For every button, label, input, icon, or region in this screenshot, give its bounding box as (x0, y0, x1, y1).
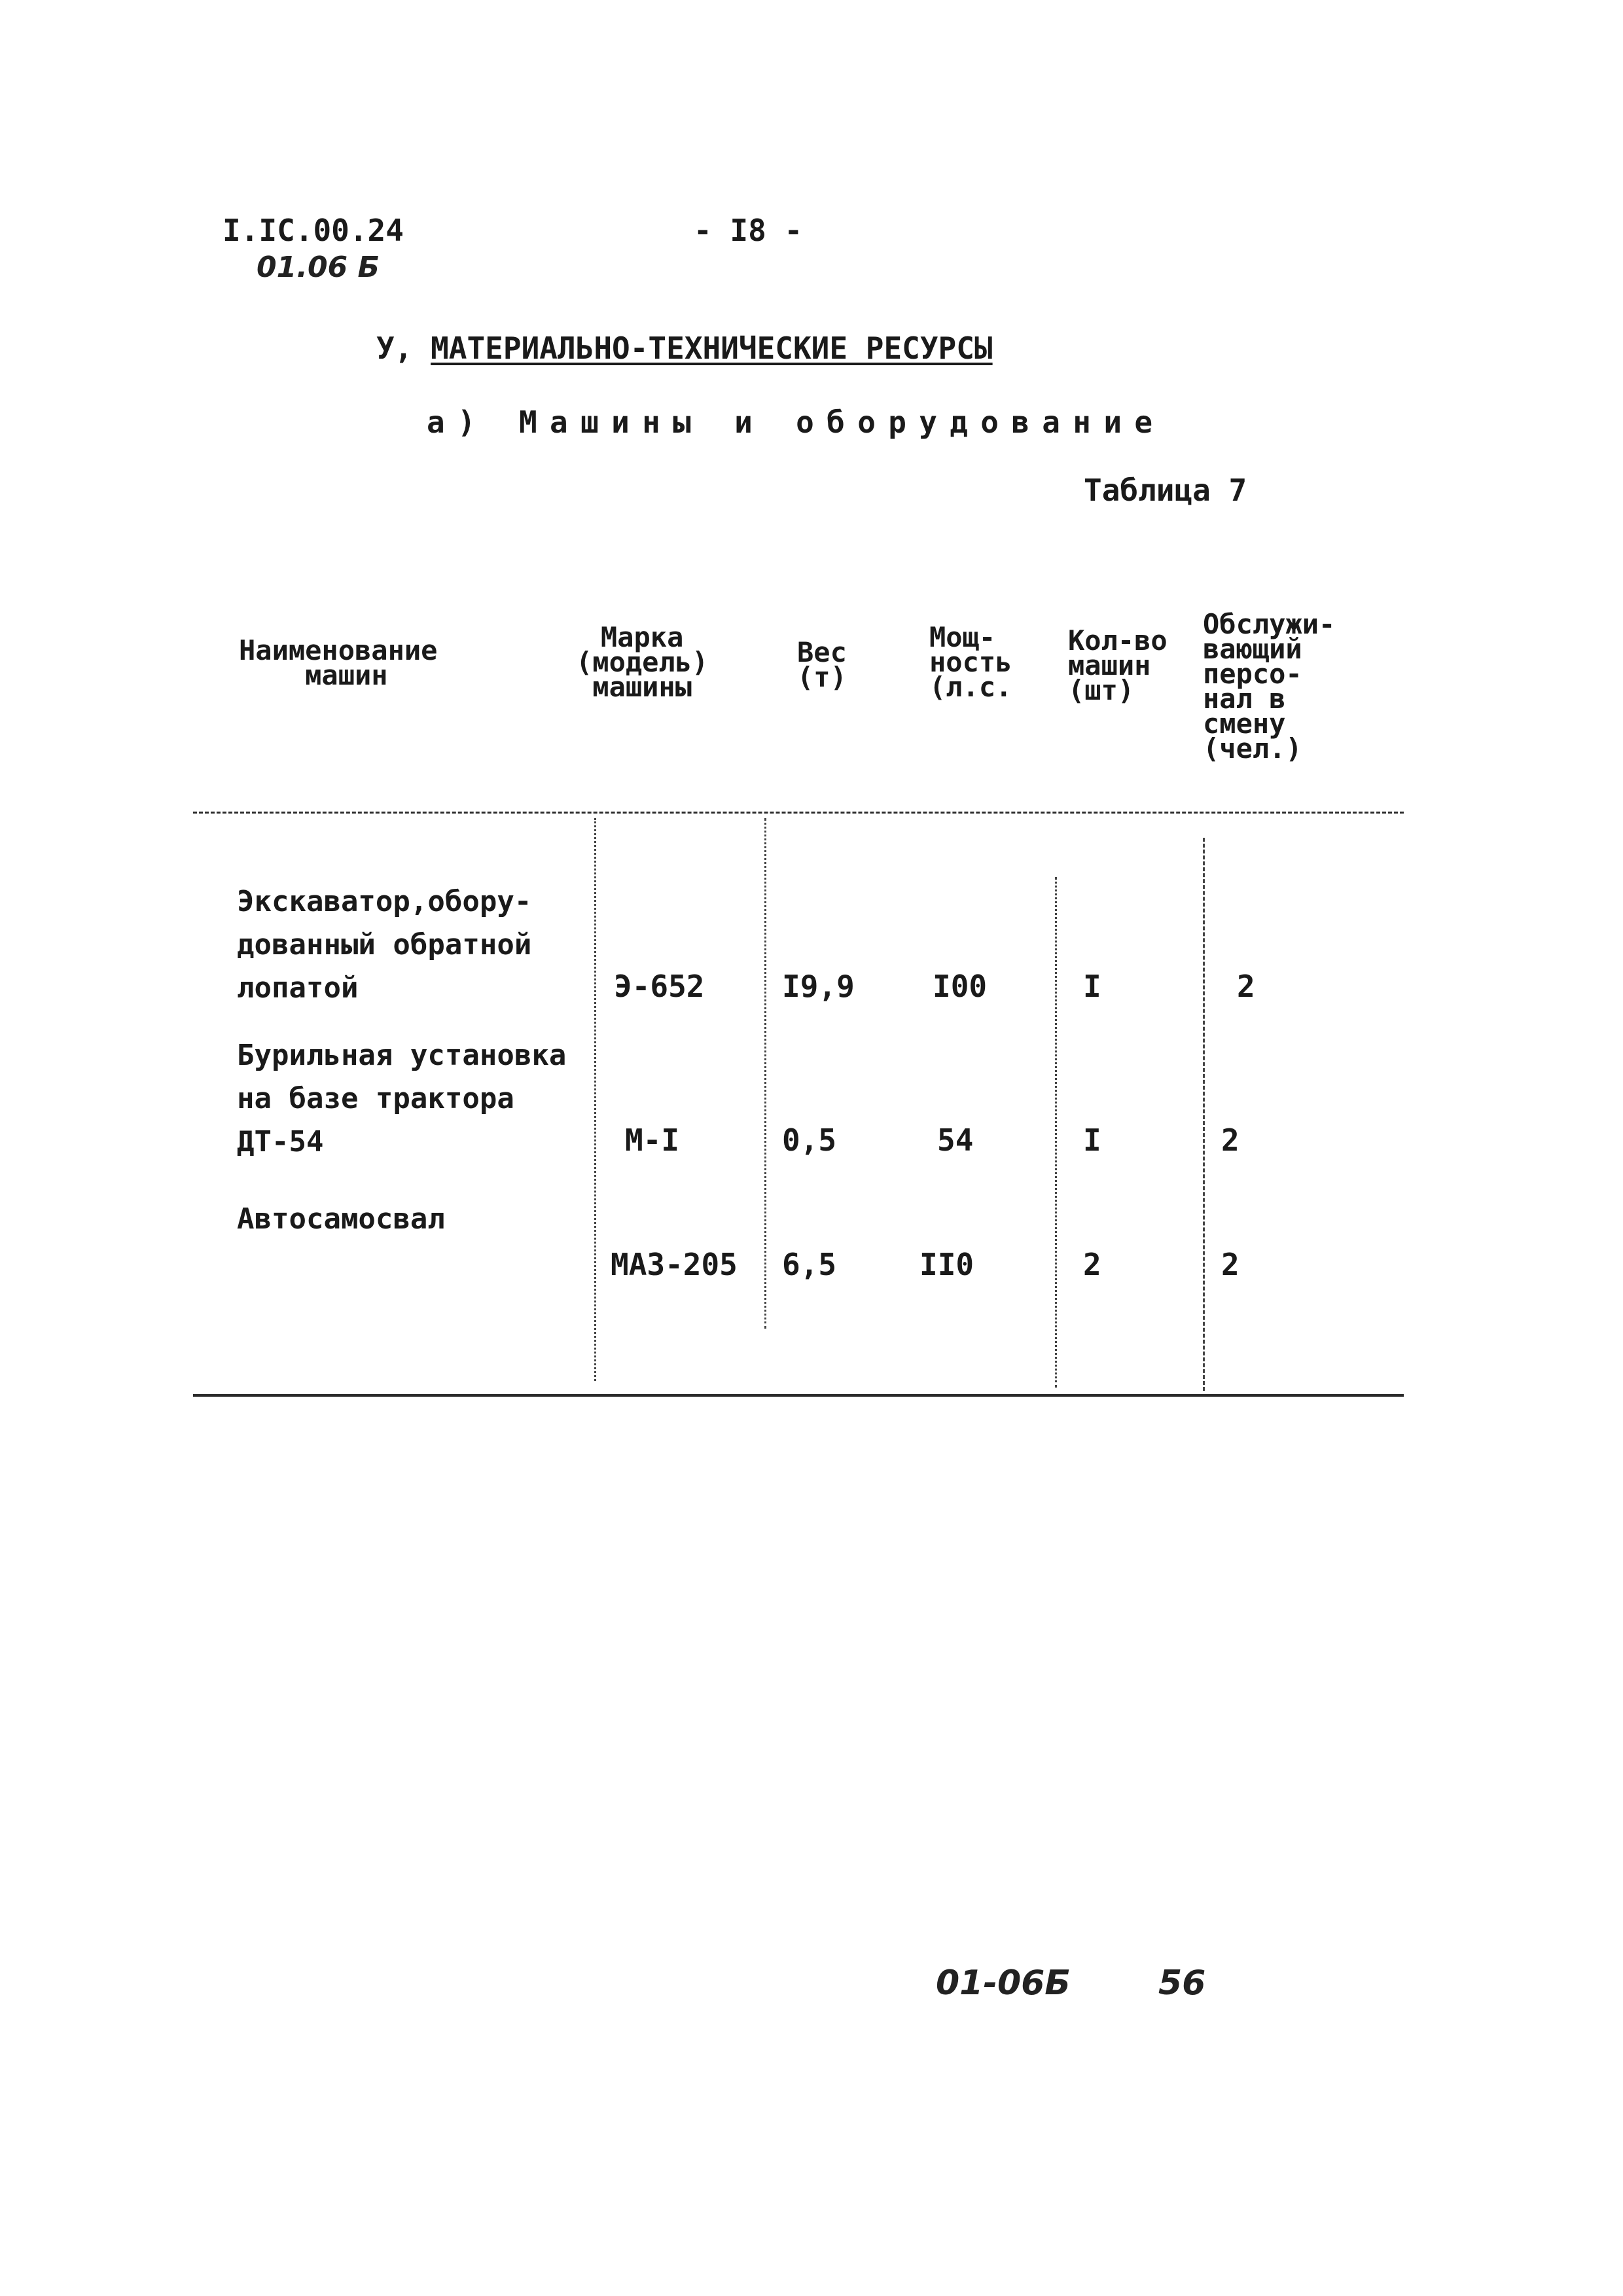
table-bottom-rule (193, 1394, 1404, 1397)
document-code: I.IC.00.24 (223, 213, 404, 248)
handwritten-footer-doc: 01-06Б (936, 1964, 1071, 2003)
column-header-staff: Обслужи- вающий персо- нал в смену (чел.) (1203, 608, 1336, 764)
cell-count: I (1083, 1122, 1101, 1158)
cell-staff: 2 (1221, 1247, 1240, 1282)
section-heading (376, 331, 993, 366)
cell-staff: 2 (1221, 1122, 1240, 1158)
column-divider (764, 818, 766, 1329)
cell-power: 54 (937, 1122, 974, 1158)
column-header-power: Мощ- ность (л.с. (929, 621, 1012, 703)
cell-model: М-I (625, 1122, 680, 1158)
table-caption: Таблица 7 (1084, 473, 1247, 508)
cell-model: Э-652 (614, 969, 705, 1004)
column-header-name: Наименование машин (239, 634, 438, 691)
column-divider (1055, 877, 1057, 1388)
cell-power: II0 (919, 1247, 974, 1282)
column-header-model: Марка (модель) машины (576, 621, 709, 703)
column-header-weight: Вес (т) (797, 636, 847, 693)
cell-power: I00 (933, 969, 988, 1004)
cell-count: 2 (1083, 1247, 1101, 1282)
page-number: - I8 - (694, 213, 803, 248)
handwritten-footer-page: 56 (1158, 1964, 1206, 2003)
cell-weight: I9,9 (782, 969, 855, 1004)
column-divider (594, 818, 596, 1381)
cell-staff: 2 (1237, 969, 1255, 1004)
column-divider (1203, 838, 1205, 1391)
cell-weight: 6,5 (782, 1247, 837, 1282)
cell-name: Экскаватор,обору- дованный обратной лопатой (237, 885, 532, 1005)
handwritten-document-code: 01.06 Б (257, 251, 380, 284)
cell-count: I (1083, 969, 1101, 1004)
cell-weight: 0,5 (782, 1122, 837, 1158)
cell-name: Бурильная установка на базе трактора ДТ-54 (237, 1039, 567, 1158)
cell-name: Автосамосвал (237, 1202, 445, 1236)
cell-model: МАЗ-205 (611, 1247, 738, 1282)
section-number: У, (376, 331, 413, 366)
column-header-count: Кол-во машин (шт) (1068, 624, 1168, 706)
section-title: МАТЕРИАЛЬНО-ТЕХНИЧЕСКИЕ РЕСУРСЫ (431, 331, 993, 366)
table-header-divider (193, 812, 1404, 814)
subsection-heading: а) Машины и оборудование (427, 404, 1166, 440)
